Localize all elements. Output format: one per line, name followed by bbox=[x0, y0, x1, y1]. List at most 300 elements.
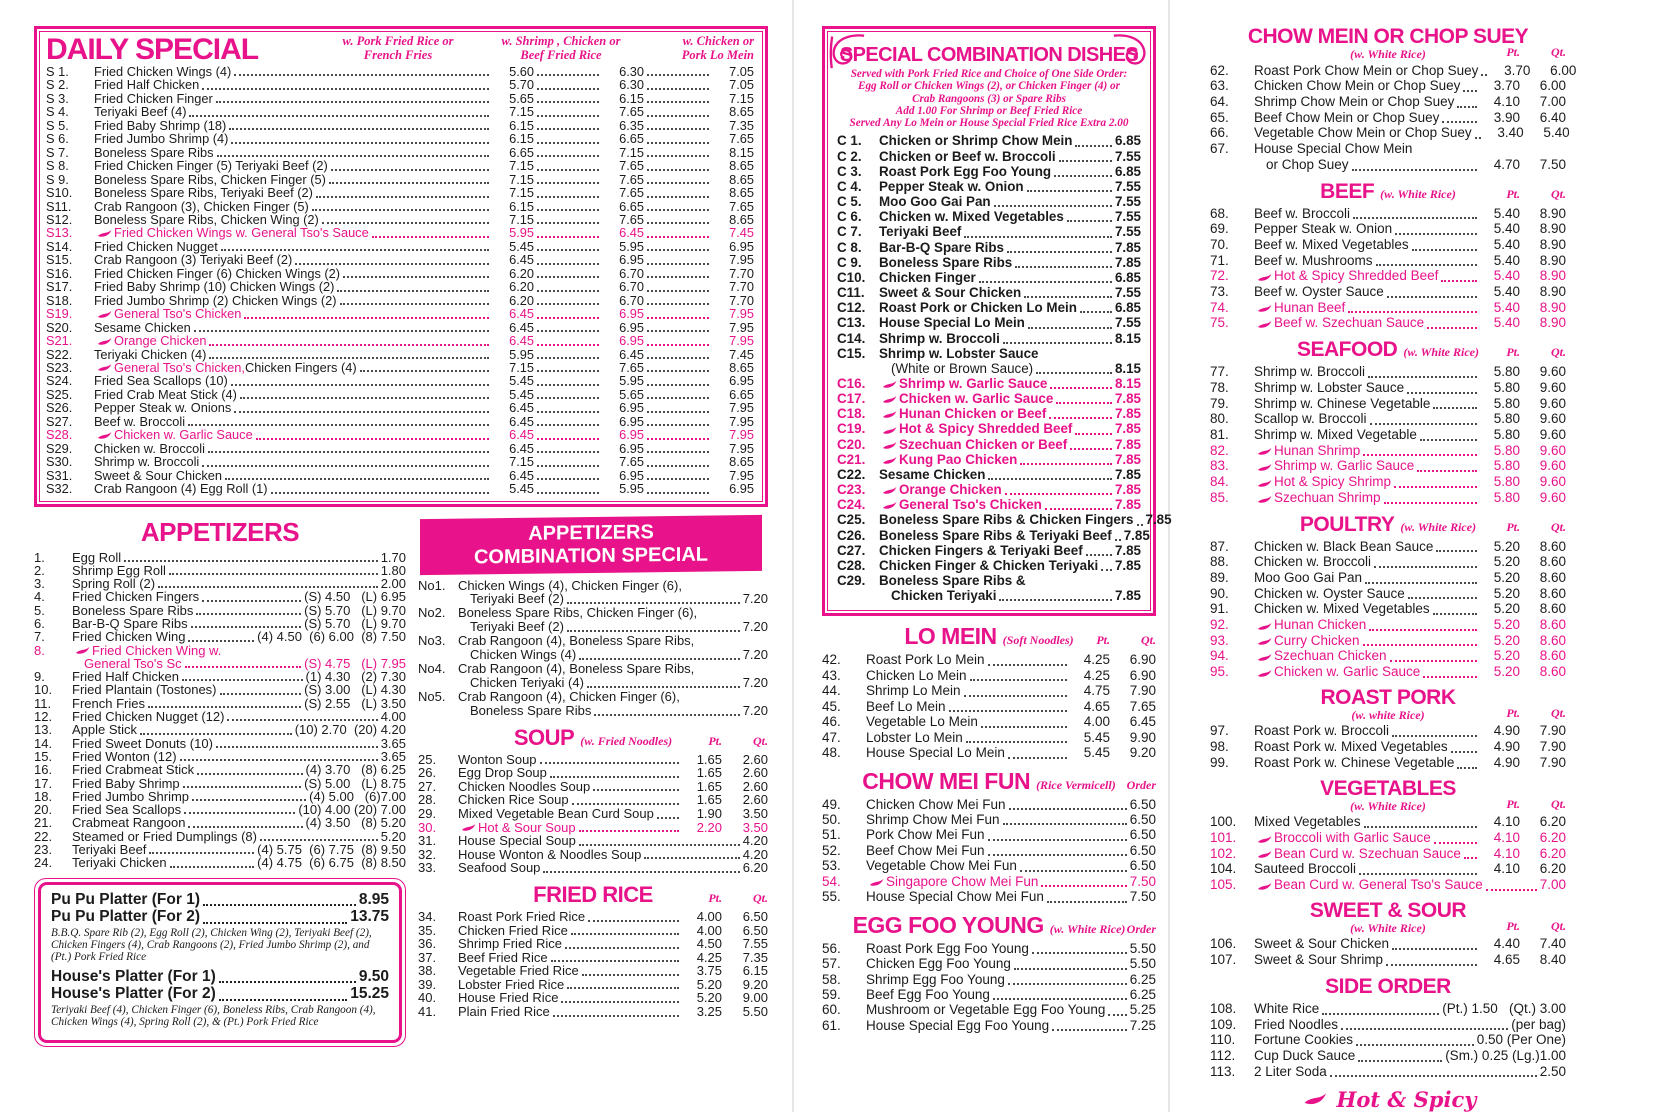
menu-item bbox=[822, 874, 1156, 889]
dotted-leader bbox=[203, 904, 356, 906]
menu-item bbox=[1210, 396, 1566, 412]
hot-pepper-icon bbox=[1257, 495, 1272, 504]
menu-item bbox=[418, 704, 768, 718]
item-number: 30. bbox=[418, 819, 437, 835]
dotted-leader bbox=[537, 370, 599, 372]
item-price: 2.60 bbox=[742, 751, 768, 767]
item-price: 6.85 bbox=[1114, 163, 1141, 179]
item-price: 8.90 bbox=[1539, 284, 1566, 300]
item-name: Boneless Spare Ribs bbox=[72, 602, 194, 618]
menu-item bbox=[1210, 1001, 1566, 1017]
item-name: Chicken Teriyaki (4) bbox=[470, 674, 584, 690]
menu-item bbox=[46, 388, 754, 401]
item-price: 8.60 bbox=[1539, 538, 1566, 554]
item-price: 4.25 bbox=[696, 949, 722, 965]
dotted-leader bbox=[1390, 660, 1477, 662]
item-number: 88. bbox=[1210, 554, 1229, 570]
combo-note-line: Served Any Lo Mein or House Special Fried Rice Extra 2.00 bbox=[849, 117, 1129, 130]
item-price: 6.95 bbox=[619, 440, 644, 456]
item-price: 7.90 bbox=[1539, 739, 1566, 755]
dotted-leader bbox=[988, 478, 1111, 480]
item-price: 0.50 (Per One) bbox=[1476, 1032, 1566, 1048]
item-name: Roast Pork Lo Mein bbox=[866, 652, 985, 668]
dotted-leader bbox=[1463, 90, 1477, 92]
item-number: 25. bbox=[418, 751, 437, 767]
item-price: 2.50 bbox=[1539, 1063, 1566, 1079]
dotted-leader bbox=[647, 438, 709, 440]
item-name: Shrimp w. Broccoli bbox=[1254, 364, 1366, 380]
dotted-leader bbox=[647, 478, 709, 480]
item-name: Boneless Spare Ribs bbox=[94, 144, 214, 160]
item-name: Roast Pork Egg Foo Young bbox=[879, 163, 1052, 179]
platter-line bbox=[51, 891, 389, 909]
item-number: S17. bbox=[46, 279, 73, 295]
dotted-leader bbox=[260, 839, 378, 841]
item-number: 61. bbox=[822, 1017, 841, 1033]
item-name: Hunan Chicken bbox=[1274, 617, 1367, 633]
item-price: 6.70 bbox=[619, 279, 644, 295]
item-number: 81. bbox=[1210, 427, 1229, 442]
item-name: Chicken or Beef w. Broccoli bbox=[879, 148, 1056, 164]
item-price: 6.95 bbox=[729, 238, 754, 254]
platter-description: Teriyaki Beef (4), Chicken Finger (6), Boneless Ribs, Crab Rangoon (4), Chicken Wings (4), Spring Roll (2), & (Pt.) Pork Fried Rice bbox=[51, 1003, 376, 1029]
item-price: 6.50 bbox=[742, 922, 768, 938]
item-price: 7.15 bbox=[509, 171, 534, 187]
dotted-leader bbox=[647, 303, 709, 305]
item-price: 7.15 bbox=[509, 359, 534, 375]
item-number: 37. bbox=[418, 949, 437, 965]
item-price: 15.25 bbox=[350, 985, 389, 1003]
dotted-leader bbox=[216, 746, 378, 748]
dotted-leader bbox=[1353, 217, 1477, 219]
item-name: Beef Chow Mein or Chop Suey bbox=[1254, 109, 1440, 125]
item-price: 6.90 bbox=[1129, 652, 1156, 668]
item-name: Fried Jumbo Shrimp bbox=[72, 788, 190, 804]
item-price: 7.65 bbox=[729, 198, 754, 214]
item-name: Fried Chicken Finger (6) Chicken Wings (2) bbox=[94, 265, 341, 281]
appetizers-title: APPETIZERS bbox=[140, 516, 300, 547]
dotted-leader bbox=[322, 222, 489, 224]
item-price: 6.15 bbox=[509, 198, 534, 214]
dotted-leader bbox=[231, 142, 489, 144]
item-name: Mixed Vegetable Bean Curd Soup bbox=[458, 805, 654, 821]
menu-item bbox=[46, 159, 754, 172]
dotted-leader bbox=[1392, 948, 1477, 950]
item-price: 7.65 bbox=[729, 131, 754, 147]
item-price: 5.45 bbox=[509, 386, 534, 402]
dotted-leader bbox=[647, 276, 709, 278]
menu-item bbox=[34, 697, 406, 710]
item-price: 5.95 bbox=[509, 346, 534, 362]
item-number: C 7. bbox=[837, 224, 862, 240]
item-name: Crab Rangoon (3), Chicken Finger (5) bbox=[94, 198, 309, 214]
item-price: 7.70 bbox=[729, 279, 754, 295]
item-price: 6.15 bbox=[509, 131, 534, 147]
menu-item bbox=[46, 78, 754, 91]
dotted-leader bbox=[537, 317, 599, 319]
item-price: 7.85 bbox=[1114, 466, 1141, 482]
appetizers-combination-items bbox=[418, 579, 768, 718]
platter-line bbox=[51, 968, 389, 986]
menu-item bbox=[46, 92, 754, 105]
item-price: (4) 3.50 (8) 5.20 bbox=[305, 815, 406, 831]
item-price: 8.90 bbox=[1539, 315, 1566, 331]
dotted-leader bbox=[647, 169, 709, 171]
dotted-leader bbox=[1059, 160, 1112, 162]
menu-item bbox=[822, 858, 1156, 873]
dotted-leader bbox=[647, 411, 709, 413]
hot-pepper-icon bbox=[882, 410, 897, 419]
item-name: Fried Chicken Finger bbox=[94, 90, 213, 106]
seafood-section: SEAFOOD (w. White Rice) Pt. Qt. 77. Shrimp w. Broccoli 5.80 9.60 78. Shrimp w. Lobster Sauce 5.80 9.60 79. Shrimp w. Chinese Vegetable 5.80 9.60 80. Scallop w. Broccoli 5.80 9.60 81. Shrimp w. Mixed Vegetable 5.80 9.60 82. Hunan Shrimp 5.80 9.60 83. Shrimp w. Garlic Sauce 5.80 9.60 84. Hot & Spicy Shrimp 5.80 9.60 85. Szechuan Shrimp 5.80 9.60 bbox=[1210, 338, 1566, 505]
item-price: 6.95 bbox=[729, 481, 754, 497]
item-price: 8.60 bbox=[1539, 617, 1566, 633]
item-price: 7.50 bbox=[1539, 156, 1566, 172]
item-number: S11. bbox=[46, 198, 72, 214]
item-price: 6.30 bbox=[619, 77, 644, 93]
corner-flourish-icon bbox=[1113, 33, 1149, 69]
dotted-leader bbox=[1348, 311, 1477, 313]
item-price: 5.20 bbox=[1493, 554, 1520, 570]
item-number: S29. bbox=[46, 440, 73, 456]
item-number: 75. bbox=[1210, 315, 1229, 331]
menu-item bbox=[418, 648, 768, 662]
item-price: 6.15 bbox=[619, 90, 644, 106]
item-number: 48. bbox=[822, 745, 841, 761]
item-number: C 8. bbox=[837, 239, 862, 255]
item-number: 71. bbox=[1210, 252, 1229, 268]
item-name: Beef Lo Mein bbox=[866, 698, 946, 714]
item-name: Crab Rangoon (3) Teriyaki Beef (2) bbox=[94, 252, 293, 268]
menu-item bbox=[837, 133, 1141, 148]
dotted-leader bbox=[594, 714, 739, 716]
item-price: 7.55 bbox=[1114, 209, 1141, 225]
hot-pepper-icon bbox=[1257, 273, 1272, 282]
item-price: (4) 5.75 (6) 7.75 (8) 9.50 bbox=[257, 842, 406, 858]
menu-item bbox=[1210, 814, 1566, 830]
item-number: 74. bbox=[1210, 299, 1229, 315]
dotted-leader bbox=[1008, 983, 1127, 985]
menu-item bbox=[418, 991, 768, 1005]
dotted-leader bbox=[964, 236, 1112, 238]
item-price: 5.95 bbox=[509, 225, 534, 241]
item-price: 5.80 bbox=[1493, 379, 1520, 395]
dotted-leader bbox=[537, 276, 599, 278]
item-name: Cup Duck Sauce bbox=[1254, 1047, 1356, 1063]
item-number: C18. bbox=[837, 406, 866, 422]
item-name: Crab Rangoon (4), Boneless Spare Ribs, bbox=[458, 633, 695, 649]
menu-item bbox=[34, 710, 406, 723]
item-price: (1) 4.30 (2) 7.30 bbox=[305, 669, 406, 685]
menu-item bbox=[46, 361, 754, 374]
item-price: 8.90 bbox=[1539, 236, 1566, 252]
item-number: 16. bbox=[34, 762, 53, 778]
item-number: C23. bbox=[837, 482, 866, 498]
item-name: Szechuan Shrimp bbox=[1274, 489, 1381, 505]
dotted-leader bbox=[196, 613, 301, 615]
menu-item bbox=[837, 467, 1141, 482]
item-number: 50. bbox=[822, 811, 841, 827]
item-number: C19. bbox=[837, 421, 866, 437]
dotted-leader bbox=[244, 317, 489, 319]
item-price: 6.95 bbox=[619, 413, 644, 429]
item-name: General Tso's Chicken bbox=[899, 497, 1042, 513]
menu-item bbox=[837, 285, 1141, 300]
menu-item bbox=[418, 662, 768, 676]
dotted-leader bbox=[220, 693, 302, 695]
menu-item bbox=[46, 253, 754, 266]
item-price: 7.55 bbox=[1114, 178, 1141, 194]
item-price: 4.65 bbox=[1493, 952, 1520, 968]
dotted-leader bbox=[537, 411, 599, 413]
item-name: Fortune Cookies bbox=[1254, 1032, 1354, 1048]
dotted-leader bbox=[1475, 137, 1481, 139]
item-price: 1.70 bbox=[380, 549, 406, 565]
item-number: S14. bbox=[46, 238, 73, 254]
dotted-leader bbox=[192, 799, 306, 801]
item-number: 67. bbox=[1210, 141, 1229, 157]
item-name: General Tso's Chicken, bbox=[114, 359, 245, 375]
item-number: 29. bbox=[418, 805, 437, 821]
dotted-leader bbox=[567, 630, 740, 632]
item-number: 84. bbox=[1210, 474, 1229, 490]
menu-item bbox=[418, 620, 768, 634]
menu-item bbox=[1210, 739, 1566, 755]
item-number: S32. bbox=[46, 481, 73, 497]
item-price: 7.65 bbox=[619, 104, 644, 120]
menu-item bbox=[837, 391, 1141, 406]
item-name: Bean Curd w. General Tso's Sauce bbox=[1274, 877, 1483, 893]
dotted-leader bbox=[1041, 885, 1126, 887]
dotted-leader bbox=[209, 357, 489, 359]
item-name: Teriyaki Beef (2) bbox=[470, 619, 564, 635]
item-price: 9.90 bbox=[1129, 729, 1156, 745]
dotted-leader bbox=[647, 249, 709, 251]
menu-item bbox=[418, 766, 768, 780]
dotted-leader bbox=[579, 658, 739, 660]
item-number: 32. bbox=[418, 846, 437, 862]
menu-item bbox=[1210, 284, 1566, 300]
item-name: Hot & Spicy Shrimp bbox=[1274, 474, 1392, 490]
hot-pepper-icon bbox=[882, 501, 897, 510]
dotted-leader bbox=[1368, 376, 1477, 378]
item-price: 8.40 bbox=[1539, 952, 1566, 968]
item-name: House Special Chow Mein bbox=[1254, 141, 1413, 157]
item-price: 7.85 bbox=[1114, 239, 1141, 255]
item-price: 7.85 bbox=[1123, 527, 1150, 543]
item-number: 26. bbox=[418, 765, 437, 781]
menu-item bbox=[34, 683, 406, 696]
menu-item bbox=[34, 843, 406, 856]
item-price: 5.65 bbox=[509, 90, 534, 106]
dotted-leader bbox=[537, 236, 599, 238]
item-number: 69. bbox=[1210, 221, 1229, 237]
item-price: 5.20 bbox=[1493, 617, 1520, 633]
soup-items bbox=[418, 753, 768, 875]
dotted-leader bbox=[1003, 342, 1112, 344]
item-number: 6. bbox=[34, 615, 45, 631]
item-name: Beef w. Mushrooms bbox=[1254, 252, 1373, 268]
item-name: Fried Chicken Wings w. General Tso's Sauce bbox=[114, 225, 369, 241]
item-price: 5.45 bbox=[1083, 729, 1110, 745]
item-number: S26. bbox=[46, 400, 73, 416]
dotted-leader bbox=[219, 999, 347, 1001]
dotted-leader bbox=[579, 830, 679, 832]
item-price: 7.95 bbox=[729, 319, 754, 335]
item-price: 8.60 bbox=[1539, 601, 1566, 617]
menu-item bbox=[1210, 952, 1566, 968]
dotted-leader bbox=[316, 196, 489, 198]
vegetables-section: VEGETABLES (w. White Rice) Pt. Qt. 100. Mixed Vegetables 4.10 6.20 101. Broccoli with Garlic Sauce 4.10 6.20 102. Bean Curd w. Szechuan Sauce 4.10 6.20 104. Sauteed Broccoli 4.10 6.20 105. Bean Curd w. General Tso's Sauce 7.00 bbox=[1210, 776, 1566, 893]
item-number: 20. bbox=[34, 802, 53, 818]
item-price: 6.85 bbox=[1114, 269, 1141, 285]
dotted-leader bbox=[1369, 629, 1477, 631]
item-price: 1.90 bbox=[696, 805, 722, 821]
menu-item bbox=[837, 512, 1172, 528]
item-price: 6.65 bbox=[729, 386, 754, 402]
item-name: Chicken Wings (4) bbox=[470, 647, 577, 663]
item-price: 7.65 bbox=[1129, 698, 1156, 714]
special-combination-title: SPECIAL COMBINATION DISHES bbox=[839, 44, 1139, 66]
dotted-leader bbox=[1330, 1075, 1537, 1077]
item-number: C 9. bbox=[837, 254, 862, 270]
item-name: Fried Noodles bbox=[1254, 1016, 1339, 1032]
special-combination-box bbox=[822, 26, 1172, 616]
menu-item bbox=[1210, 364, 1566, 380]
menu-item bbox=[837, 406, 1141, 421]
menu-item bbox=[837, 300, 1141, 315]
item-name: General Tso's Sc bbox=[84, 655, 182, 671]
item-number: 42. bbox=[822, 652, 841, 668]
menu-item bbox=[418, 978, 768, 992]
menu-item bbox=[34, 723, 406, 736]
item-price: 9.60 bbox=[1539, 427, 1566, 442]
dotted-leader bbox=[202, 465, 489, 467]
item-price: 3.70 bbox=[1504, 62, 1531, 78]
item-price: 8.60 bbox=[1539, 632, 1566, 648]
menu-item bbox=[46, 415, 754, 428]
item-number: 99. bbox=[1210, 754, 1229, 770]
item-price: 7.85 bbox=[1114, 406, 1141, 422]
dotted-leader bbox=[647, 222, 709, 224]
item-name: Sesame Chicken bbox=[94, 319, 191, 335]
dotted-leader bbox=[1481, 74, 1487, 76]
hot-pepper-icon bbox=[461, 823, 476, 832]
item-number: C27. bbox=[837, 542, 866, 558]
menu-item bbox=[1210, 237, 1566, 253]
item-price: 8.60 bbox=[1539, 554, 1566, 570]
item-name: Chicken w. Garlic Sauce bbox=[114, 427, 253, 443]
daily-special-title: DAILY SPECIAL bbox=[46, 33, 259, 66]
menu-item bbox=[418, 579, 768, 593]
dotted-leader bbox=[1423, 676, 1477, 678]
item-number: 66. bbox=[1210, 125, 1229, 141]
dotted-leader bbox=[231, 384, 489, 386]
item-name: House's Platter (For 2) bbox=[51, 985, 216, 1003]
item-price: 8.65 bbox=[729, 158, 754, 174]
menu-item bbox=[822, 843, 1156, 858]
item-price: 5.45 bbox=[509, 373, 534, 389]
item-name: Boneless Spare Ribs, Chicken Wing (2) bbox=[94, 211, 319, 227]
item-price: 7.95 bbox=[729, 333, 754, 349]
dotted-leader bbox=[970, 679, 1067, 681]
item-price: 3.65 bbox=[380, 748, 406, 764]
dotted-leader bbox=[537, 478, 599, 480]
item-number: 8. bbox=[34, 642, 45, 658]
item-name: Pepper Steak w. Onions bbox=[94, 400, 232, 416]
menu-item bbox=[822, 889, 1156, 904]
item-price: 6.20 bbox=[1539, 845, 1566, 861]
menu-item bbox=[837, 164, 1141, 179]
dotted-leader bbox=[553, 1015, 679, 1017]
item-price: 6.95 bbox=[729, 373, 754, 389]
item-name: Beef Chow Mei Fun bbox=[866, 842, 985, 858]
item-price: 5.45 bbox=[1083, 745, 1110, 761]
menu-item bbox=[46, 442, 754, 455]
menu-item bbox=[34, 670, 406, 683]
item-price: 1.65 bbox=[696, 765, 722, 781]
item-name: Chicken Fingers & Teriyaki Beef bbox=[879, 542, 1083, 558]
item-name: Teriyaki Chicken (4) bbox=[94, 346, 207, 362]
item-name: Singapore Chow Mei Fun bbox=[886, 873, 1039, 889]
item-number: S12. bbox=[46, 211, 73, 227]
dotted-leader bbox=[1407, 392, 1477, 394]
dotted-leader bbox=[537, 344, 599, 346]
item-name: Chicken Rice Soup bbox=[458, 792, 569, 808]
item-name: Boneless Spare Ribs, Chicken Finger (6), bbox=[458, 605, 698, 621]
item-price: 6.95 bbox=[619, 306, 644, 322]
item-price: 6.45 bbox=[509, 413, 534, 429]
item-name: Chicken or Shrimp Chow Mein bbox=[879, 133, 1073, 149]
item-price: 6.95 bbox=[619, 427, 644, 443]
dotted-leader bbox=[537, 263, 599, 265]
item-price: 5.60 bbox=[509, 64, 534, 79]
item-number: C 3. bbox=[837, 163, 862, 179]
item-number: 72. bbox=[1210, 268, 1229, 284]
item-price: 4.75 bbox=[1083, 683, 1110, 699]
dotted-leader bbox=[1054, 175, 1112, 177]
item-price: 6.50 bbox=[1129, 811, 1156, 827]
menu-item bbox=[418, 951, 768, 965]
item-number: 27. bbox=[418, 778, 437, 794]
item-price: 6.20 bbox=[509, 265, 534, 281]
dotted-leader bbox=[565, 947, 679, 949]
item-name: Teriyaki Beef bbox=[879, 224, 962, 240]
dotted-leader bbox=[537, 303, 599, 305]
menu-item bbox=[822, 683, 1156, 698]
item-price: 6.25 bbox=[1129, 971, 1156, 987]
item-number: C 1. bbox=[837, 133, 862, 149]
hot-pepper-icon bbox=[1257, 669, 1272, 678]
item-number: 53. bbox=[822, 858, 841, 874]
menu-item bbox=[46, 119, 754, 132]
item-name: Curry Chicken bbox=[1274, 632, 1360, 648]
item-number: 109. bbox=[1210, 1016, 1237, 1032]
menu-item bbox=[837, 558, 1141, 573]
item-name: Pepper Steak w. Onion bbox=[879, 178, 1024, 194]
hot-pepper-icon bbox=[1257, 447, 1272, 456]
item-number: 31. bbox=[418, 833, 437, 849]
item-number: S19. bbox=[46, 306, 73, 322]
dotted-leader bbox=[158, 586, 378, 588]
dotted-leader bbox=[360, 370, 489, 372]
item-number: 65. bbox=[1210, 109, 1229, 125]
item-name: Fried Chicken Wing w. bbox=[92, 642, 222, 658]
item-name: Chicken w. Broccoli bbox=[1254, 554, 1372, 570]
menu-item bbox=[46, 428, 754, 441]
item-name: Sesame Chicken bbox=[879, 466, 986, 482]
dotted-leader bbox=[537, 397, 599, 399]
